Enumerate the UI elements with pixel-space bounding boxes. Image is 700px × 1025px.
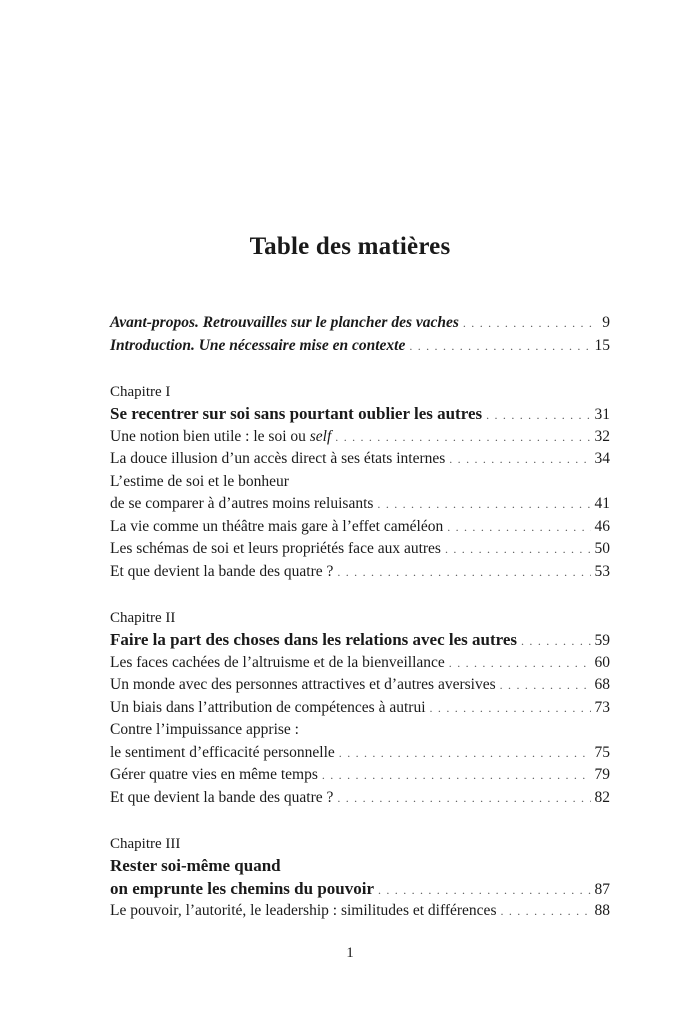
leader-dots — [377, 493, 590, 516]
leader-dots — [337, 561, 590, 584]
entry-text: on emprunte les chemins du pouvoir — [110, 878, 374, 898]
entry-text: Se recentrer sur soi sans pourtant oublier les autres — [110, 404, 483, 423]
entry-page: 73 — [594, 698, 610, 716]
entry-page: 75 — [594, 743, 610, 761]
leader-dots — [447, 516, 590, 539]
leader-dots — [449, 448, 590, 471]
entry-page: 79 — [594, 766, 610, 783]
toc-entry[interactable] — [110, 742, 610, 765]
chapter-label: Chapitre III — [110, 836, 181, 852]
toc-entry-introduction[interactable] — [110, 335, 610, 358]
entry-page: 68 — [594, 676, 610, 693]
entry-text: Gérer quatre vies en même temps — [110, 766, 318, 783]
entry-text-first-line: Contre l’impuissance apprise : — [110, 721, 299, 738]
chapter-heading[interactable] — [110, 878, 610, 901]
entry-text-first-line: L’estime de soi et le bonheur — [110, 472, 289, 490]
leader-dots — [449, 652, 591, 675]
entry-text: Et que devient la bande des quatre ? — [110, 562, 334, 580]
chapter-label: Chapitre I — [110, 384, 171, 400]
chapter-heading[interactable] — [110, 629, 610, 652]
entry-page: 59 — [594, 632, 610, 649]
toc-title: Table des matières — [249, 233, 451, 260]
entry-page: 32 — [594, 427, 610, 445]
toc-entry[interactable] — [110, 652, 610, 675]
toc-entry[interactable] — [110, 674, 610, 697]
entry-text: La douce illusion d’un accès direct à ses états internes — [110, 450, 446, 467]
toc-entry-avant-propos[interactable] — [110, 312, 610, 335]
entry-text: Les schémas de soi et leurs propriétés face aux autres — [110, 540, 441, 557]
chapter-heading-first-line: Rester soi-même quand — [110, 856, 281, 875]
toc-entry[interactable] — [110, 900, 610, 923]
toc-entry[interactable] — [110, 561, 610, 584]
toc-entry[interactable] — [110, 448, 610, 471]
toc-entry[interactable] — [110, 697, 610, 720]
toc-entry[interactable] — [110, 538, 610, 561]
leader-dots — [335, 426, 590, 449]
leader-dots — [463, 312, 592, 335]
leader-dots — [337, 787, 590, 810]
entry-text: Avant-propos. Retrouvailles sur le plancher des vaches — [110, 314, 459, 331]
table-of-contents — [110, 312, 610, 923]
entry-text: Introduction. Une nécessaire mise en contexte — [110, 336, 406, 354]
leader-dots — [430, 697, 591, 720]
toc-entry[interactable] — [110, 493, 610, 516]
leader-dots — [500, 900, 590, 923]
entry-text: Un monde avec des personnes attractives et d’autres aversives — [110, 676, 496, 693]
entry-text: La vie comme un théâtre mais gare à l’effet caméléon — [110, 517, 444, 535]
entry-text: Faire la part des choses dans les relations avec les autres — [110, 630, 518, 649]
toc-entry[interactable] — [110, 764, 610, 787]
leader-dots — [500, 674, 591, 697]
leader-dots — [409, 335, 590, 358]
entry-page: 46 — [594, 517, 610, 535]
entry-page: 41 — [594, 495, 610, 512]
toc-entry[interactable] — [110, 426, 610, 449]
entry-page: 9 — [602, 314, 610, 331]
leader-dots — [339, 742, 591, 765]
entry-page: 15 — [594, 336, 610, 354]
page-number: 1 — [346, 945, 354, 961]
leader-dots — [378, 879, 591, 902]
entry-page: 31 — [594, 406, 610, 423]
entry-page: 60 — [594, 653, 610, 671]
entry-page: 87 — [594, 880, 610, 898]
entry-page: 88 — [594, 902, 610, 919]
entry-page: 34 — [594, 450, 610, 467]
entry-text: Un biais dans l’attribution de compétences à autrui — [110, 698, 426, 716]
leader-dots — [322, 764, 591, 787]
entry-text: de se comparer à d’autres moins reluisants — [110, 495, 374, 512]
entry-text: Le pouvoir, l’autorité, le leadership : similitudes et différences — [110, 902, 497, 919]
leader-dots — [521, 630, 590, 653]
entry-page: 50 — [594, 540, 610, 557]
entry-page: 82 — [594, 788, 610, 806]
entry-text: Les faces cachées de l’altruisme et de la bienveillance — [110, 653, 445, 671]
chapter-label: Chapitre II — [110, 610, 176, 626]
toc-entry[interactable] — [110, 787, 610, 810]
entry-page: 53 — [594, 562, 610, 580]
leader-dots — [445, 538, 591, 561]
chapter-heading[interactable] — [110, 403, 610, 426]
toc-entry[interactable] — [110, 516, 610, 539]
leader-dots — [486, 404, 590, 427]
entry-text: Une notion bien utile : le soi ou self — [110, 427, 332, 445]
entry-text: le sentiment d’efficacité personnelle — [110, 743, 335, 761]
entry-text: Et que devient la bande des quatre ? — [110, 788, 334, 806]
